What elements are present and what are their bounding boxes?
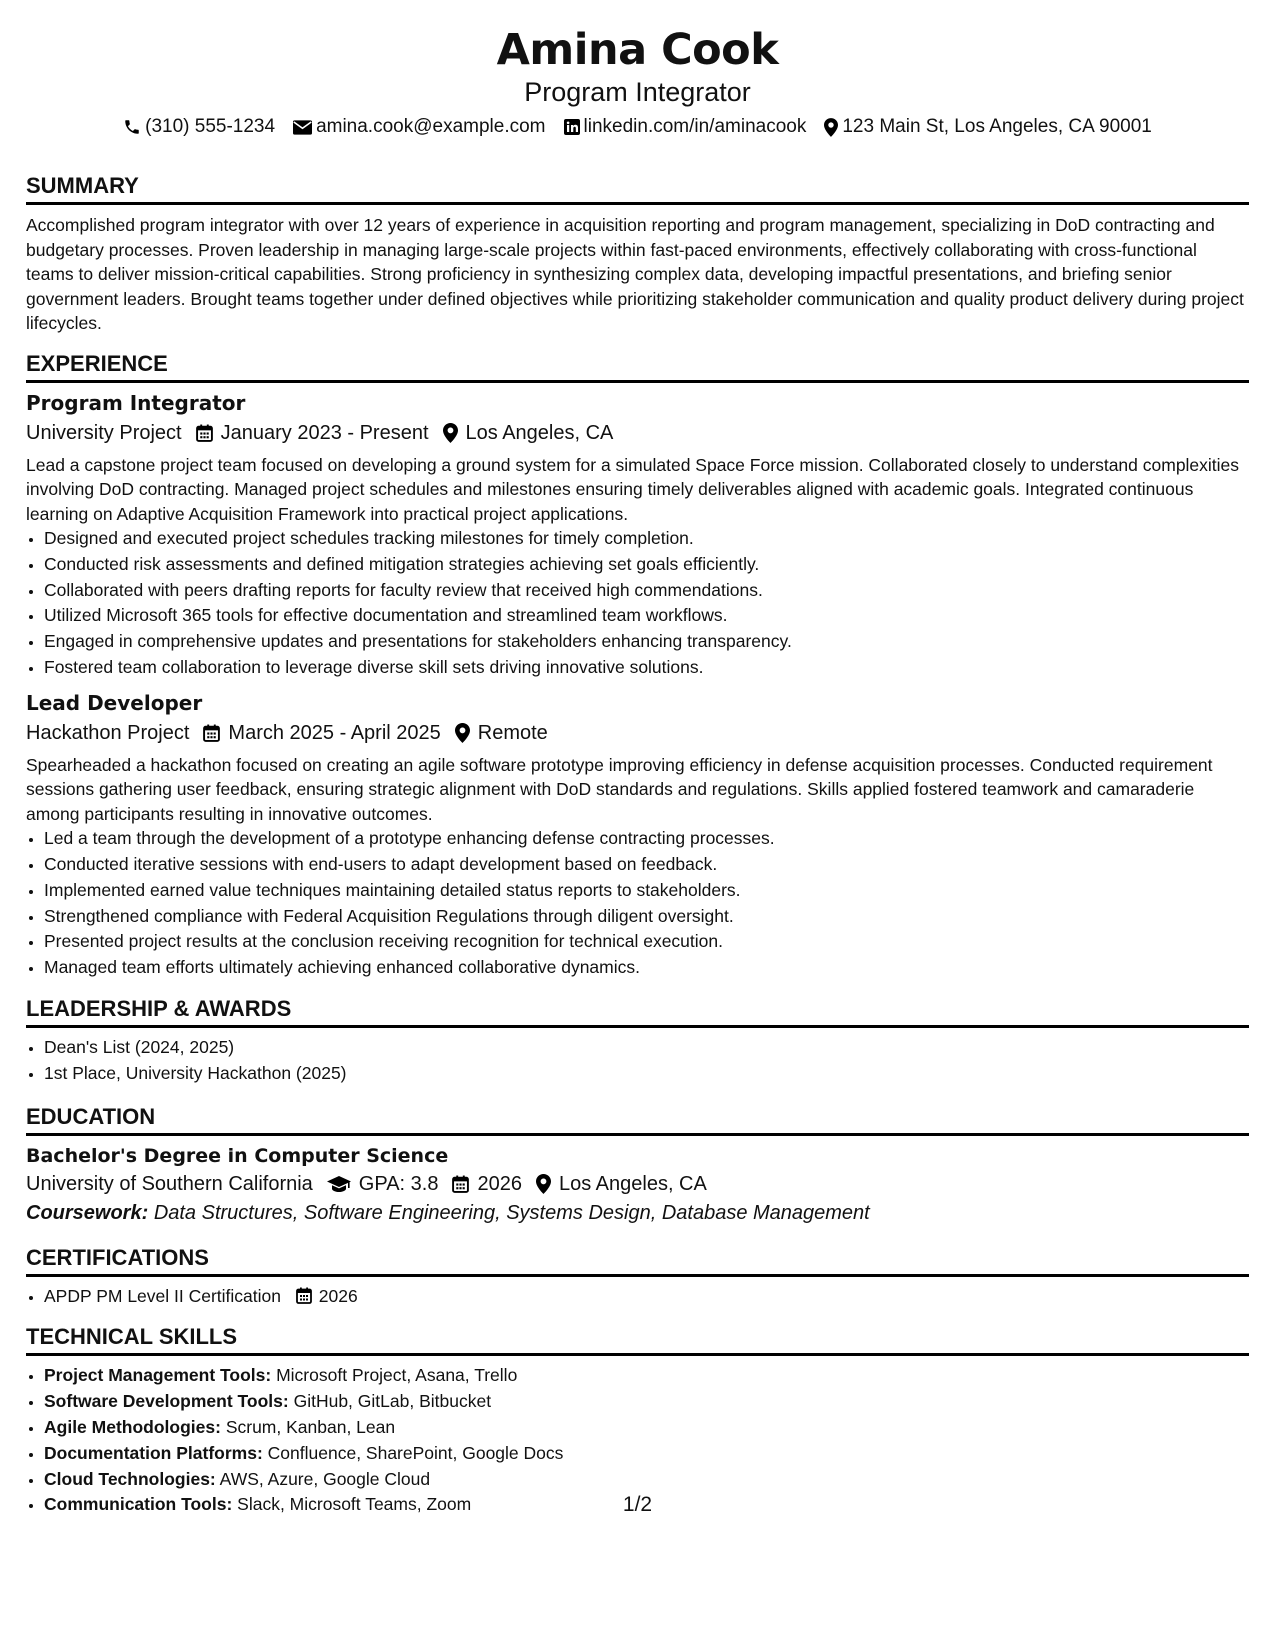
skill-value: Confluence, SharePoint, Google Docs (267, 1442, 564, 1463)
skill-item (44, 1441, 1249, 1467)
skill-value: AWS, Azure, Google Cloud (219, 1468, 431, 1489)
job-bullet: • Designed and executed project schedules tracking milestones for timely completion. (44, 526, 1249, 552)
contact-linkedin[interactable] (564, 114, 807, 140)
job-location: Los Angeles, CA (465, 421, 614, 444)
skill-label: Software Development Tools: (44, 1391, 289, 1412)
education-heading: EDUCATION (26, 1104, 1249, 1136)
education-section (26, 1104, 1249, 1226)
map-marker-icon (455, 723, 470, 743)
job-bullet: • Fostered team collaboration to leverage diverse skill sets driving innovative solutions. (44, 655, 1249, 681)
award-item: • 1st Place, University Hackathon (2025) (44, 1061, 1249, 1087)
experience-heading: EXPERIENCE (26, 351, 1249, 383)
skill-label: Documentation Platforms: (44, 1442, 263, 1463)
coursework-line (26, 1200, 1249, 1226)
resume-header (26, 24, 1249, 140)
skills-section (26, 1324, 1249, 1518)
job-bullet: • Utilized Microsoft 365 tools for effective documentation and streamlined team workflows. (44, 603, 1249, 629)
job-location: Remote (477, 721, 548, 744)
job-entry (26, 390, 1249, 681)
job-bullets (26, 826, 1249, 981)
skill-value: GitHub, GitLab, Bitbucket (293, 1391, 492, 1412)
award-item: • Dean's List (2024, 2025) (44, 1035, 1249, 1061)
school-location: Los Angeles, CA (558, 1172, 707, 1195)
awards-list (26, 1035, 1249, 1087)
job-description: Lead a capstone project team focused on developing a ground system for a simulated Space Force mission. Collaborated closely to understand complexities involving DoD contracting. Managed project schedules and milestones ensuring timely deliverables aligned with academic goals. Integrated continuous learning on Adaptive Acquisition Framework into practical project applications. (26, 454, 1240, 524)
graduation-cap-icon (327, 1175, 351, 1193)
job-bullet: • Conducted risk assessments and defined mitigation strategies achieving set goals efficiently. (44, 552, 1249, 578)
phone-icon (123, 118, 141, 136)
skill-item (44, 1363, 1249, 1389)
certification-item (44, 1284, 1249, 1310)
job-title: Program Integrator (26, 390, 246, 415)
skill-label: Project Management Tools: (44, 1365, 272, 1386)
summary-text: Accomplished program integrator with over 12 years of experience in acquisition reporting and program management, specializing in DoD contracting and budgetary processes. Proven leadership in managing large-scale projects within fast-paced environments, effectively collaborating with cross-functional teams to deliver mission-critical capabilities. Strong proficiency in synthesizing complex data, developing impactful presentations, and briefing senior government leaders. Brought teams together under defined objectives while prioritizing stakeholder communication and quality product delivery during project lifecycles. (26, 215, 1244, 333)
envelope-icon (293, 120, 312, 135)
job-bullet: • Implemented earned value techniques maintaining detailed status reports to stakeholders. (44, 878, 1249, 904)
job-bullet: • Led a team through the development of a prototype enhancing defense contracting processes. (44, 826, 1249, 852)
calendar-icon (203, 724, 220, 742)
job-description: Spearheaded a hackathon focused on creating an agile software prototype improving efficiency in defense acquisition processes. Conducted requirement sessions gathering user feedback, ensuring strategic alignment with DoD standards and regulations. Skills applied fostered teamwork and camaraderie among participants resulting in innovative outcomes. (26, 754, 1213, 824)
calendar-icon (452, 1175, 469, 1193)
coursework-label: Coursework: (26, 1201, 149, 1224)
map-marker-icon (824, 118, 838, 137)
certifications-heading: CERTIFICATIONS (26, 1245, 1249, 1277)
calendar-icon (196, 424, 213, 442)
candidate-name: Amina Cook (496, 25, 779, 75)
skill-value: Microsoft Project, Asana, Trello (276, 1365, 518, 1386)
coursework-list: Data Structures, Software Engineering, Systems Design, Database Management (153, 1201, 870, 1224)
experience-section (26, 351, 1249, 982)
linkedin-text: linkedin.com/in/aminacook (583, 116, 807, 137)
school-name: University of Southern California (26, 1172, 313, 1195)
certification-name: APDP PM Level II Certification (44, 1285, 281, 1306)
job-bullet: • Conducted iterative sessions with end-users to adapt development based on feedback. (44, 852, 1249, 878)
job-bullet: • Presented project results at the conclusion receiving recognition for technical execution. (44, 929, 1249, 955)
contact-row (26, 114, 1249, 140)
certification-year: 2026 (318, 1285, 358, 1306)
skill-label: Cloud Technologies: (44, 1468, 216, 1489)
contact-email[interactable] (293, 114, 545, 140)
page-number: 1/2 (622, 1493, 653, 1516)
job-org: University Project (26, 421, 182, 444)
job-bullet: • Managed team efforts ultimately achieving enhanced collaborative dynamics. (44, 955, 1249, 981)
summary-heading: SUMMARY (26, 173, 1249, 205)
job-bullet: • Strengthened compliance with Federal Acquisition Regulations through diligent oversight. (44, 904, 1249, 930)
degree-title: Bachelor's Degree in Computer Science (26, 1144, 449, 1167)
job-meta (26, 720, 1249, 746)
awards-heading: LEADERSHIP & AWARDS (26, 996, 1249, 1028)
job-meta (26, 420, 1249, 446)
certifications-list (26, 1284, 1249, 1310)
contact-address (824, 114, 1152, 140)
map-marker-icon (443, 423, 458, 443)
contact-phone[interactable] (123, 114, 275, 140)
address-text: 123 Main St, Los Angeles, CA 90001 (842, 116, 1152, 137)
skill-value: Scrum, Kanban, Lean (225, 1417, 396, 1438)
map-marker-icon (536, 1174, 551, 1194)
job-title: Lead Developer (26, 690, 203, 715)
resume-page (26, 0, 1249, 1518)
job-dates: January 2023 - Present (220, 421, 429, 444)
skill-item (44, 1467, 1249, 1493)
job-bullet: • Collaborated with peers drafting reports for faculty review that received high commendations. (44, 578, 1249, 604)
job-dates: March 2025 - April 2025 (228, 721, 441, 744)
certifications-section (26, 1245, 1249, 1310)
job-org: Hackathon Project (26, 721, 190, 744)
email-text: amina.cook@example.com (316, 116, 546, 137)
linkedin-icon (564, 119, 580, 135)
awards-section (26, 996, 1249, 1087)
phone-text: (310) 555-1234 (145, 116, 276, 137)
gpa-text: GPA: 3.8 (358, 1172, 439, 1195)
education-meta (26, 1171, 1249, 1197)
job-bullet: • Engaged in comprehensive updates and presentations for stakeholders enhancing transparency. (44, 629, 1249, 655)
skill-label: Agile Methodologies: (44, 1417, 221, 1438)
skill-item (44, 1415, 1249, 1441)
candidate-role: Program Integrator (524, 77, 751, 107)
skill-label: Communication Tools: (44, 1494, 233, 1515)
skills-heading: TECHNICAL SKILLS (26, 1324, 1249, 1356)
job-entry (26, 690, 1249, 981)
skill-value: Slack, Microsoft Teams, Zoom (237, 1494, 472, 1515)
job-bullets (26, 526, 1249, 681)
graduation-year: 2026 (477, 1172, 522, 1195)
skill-item (44, 1389, 1249, 1415)
calendar-icon (296, 1287, 312, 1304)
summary-section (26, 173, 1249, 336)
